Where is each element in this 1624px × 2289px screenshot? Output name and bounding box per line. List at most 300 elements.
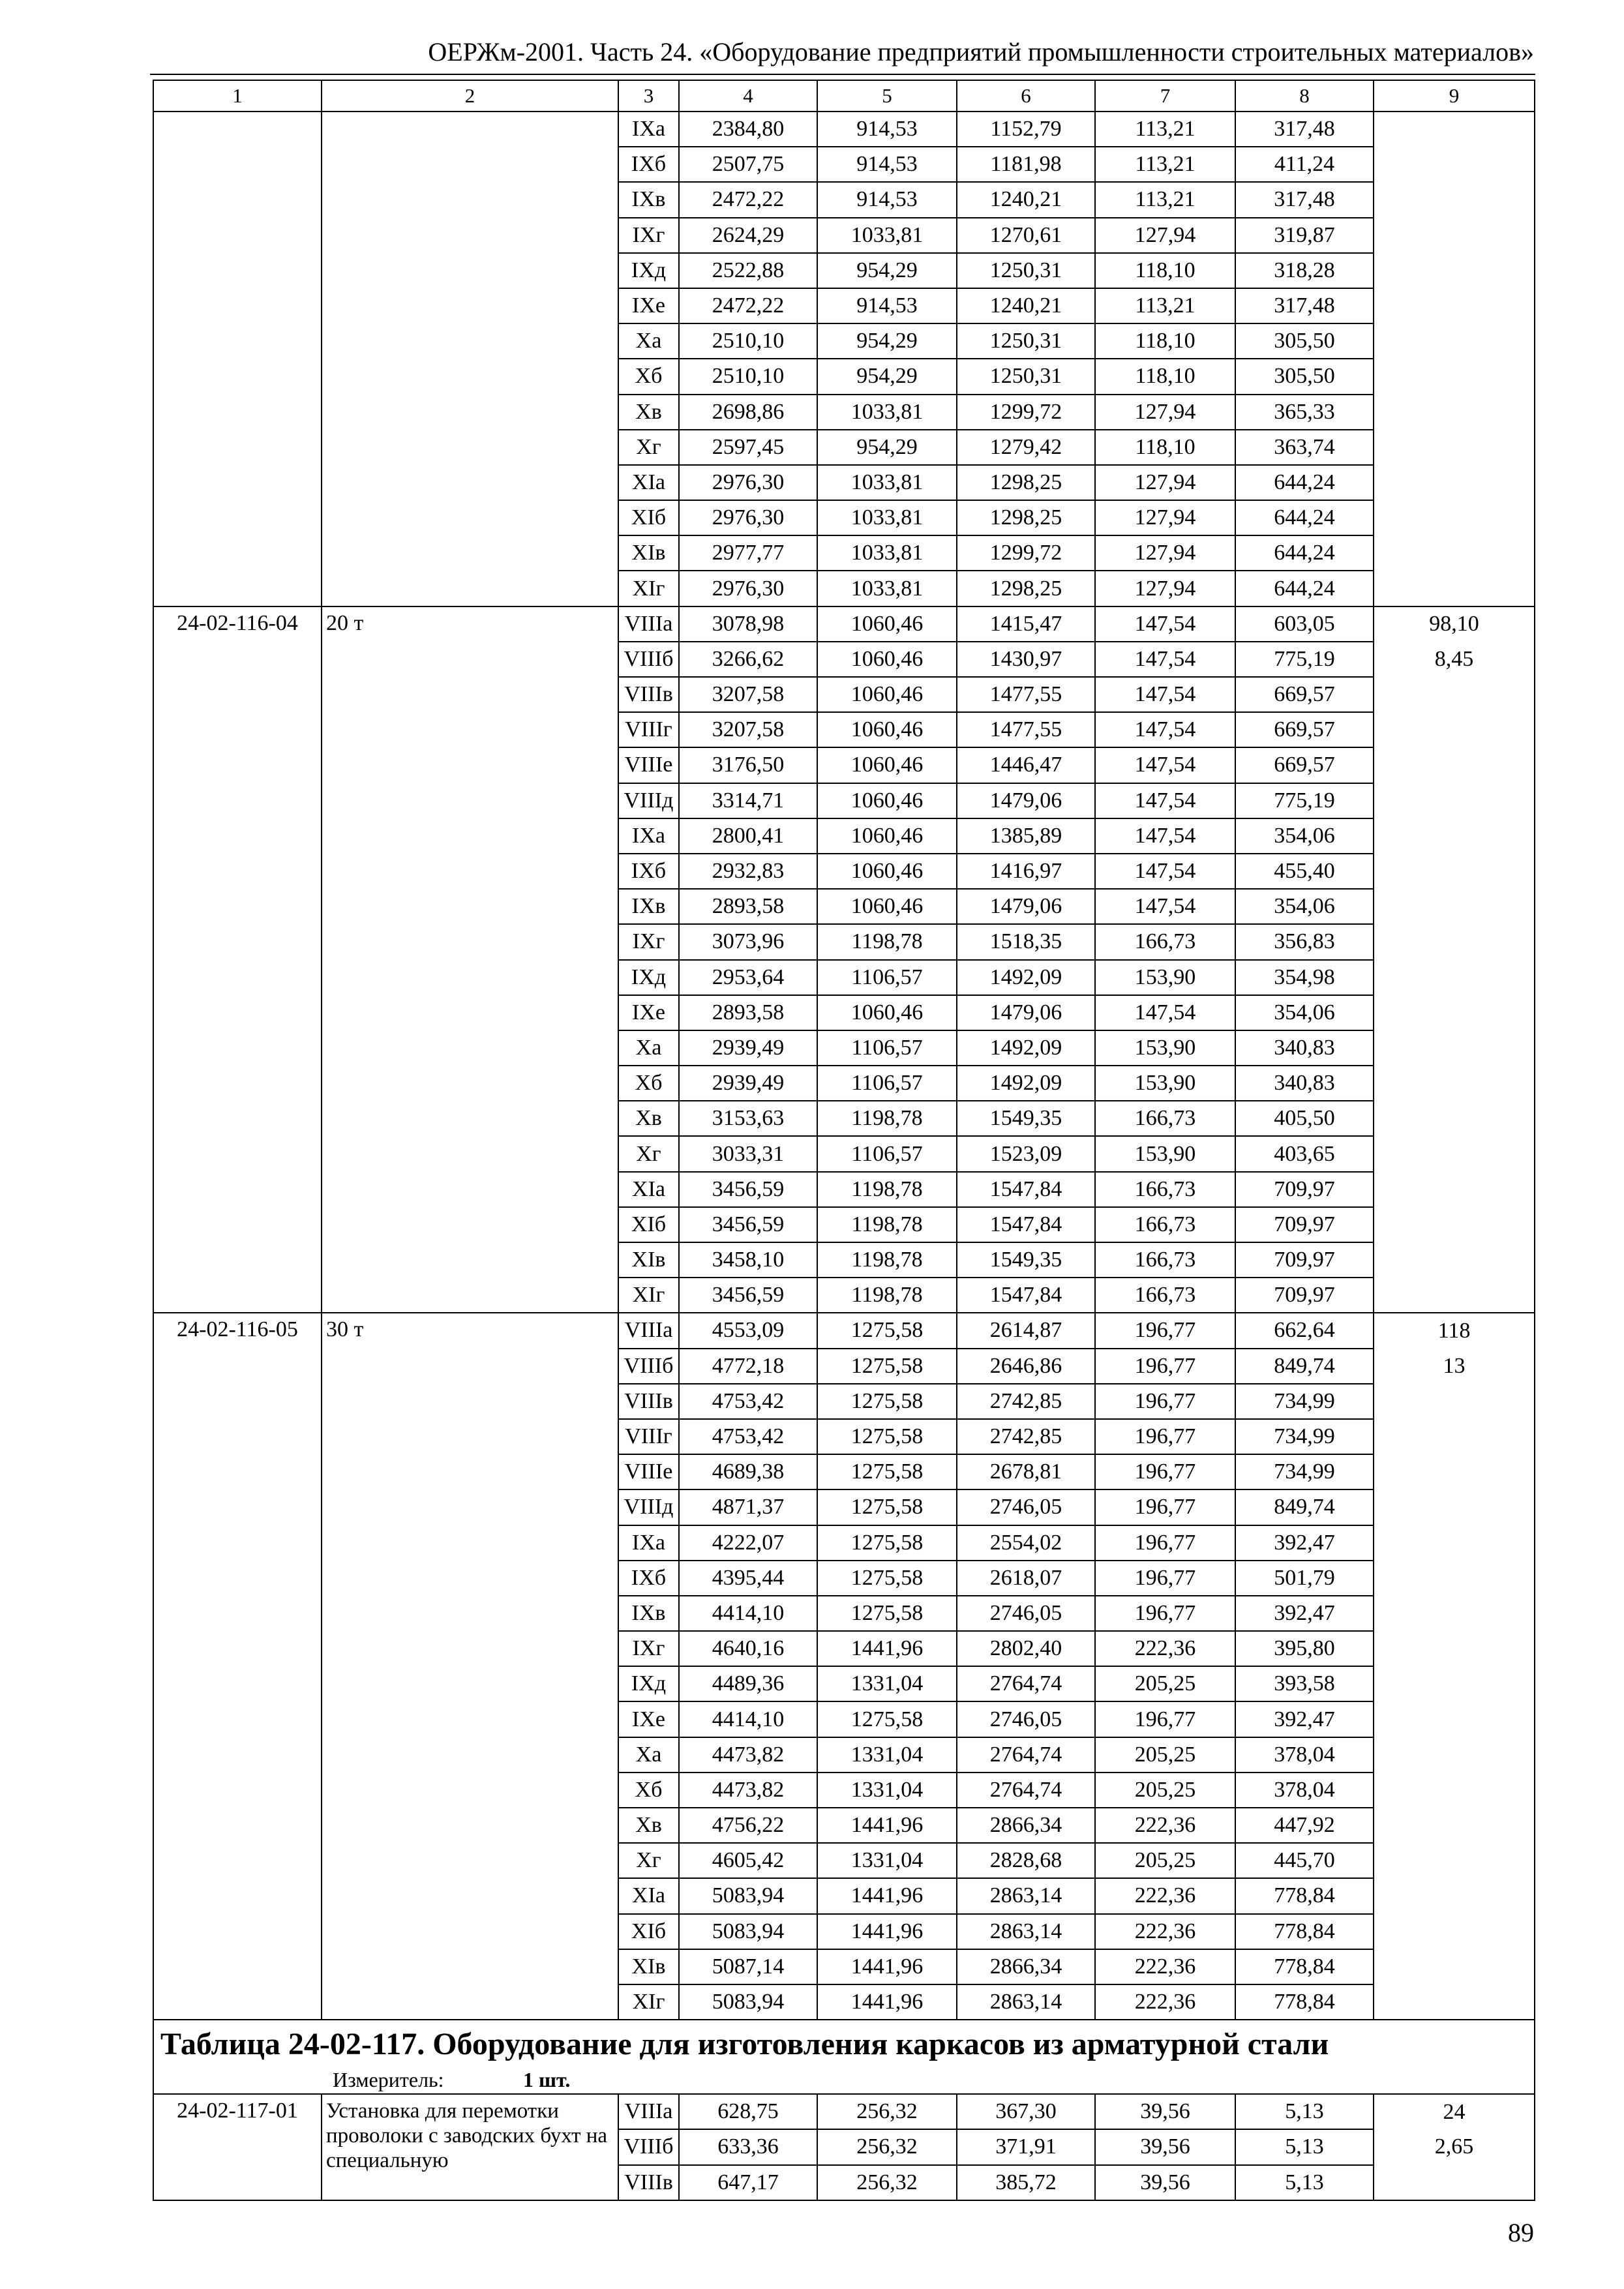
value-cell: 196,77 <box>1095 1349 1235 1384</box>
value-cell: 378,04 <box>1235 1737 1374 1773</box>
value-cell: 954,29 <box>817 430 957 465</box>
value-cell: 1033,81 <box>817 218 957 253</box>
value-cell: 118,10 <box>1095 323 1235 359</box>
value-cell: 1198,78 <box>817 1101 957 1136</box>
value-cell: 662,64 <box>1235 1313 1374 1348</box>
value-cell: 1275,58 <box>817 1561 957 1596</box>
value-cell: 256,32 <box>817 2129 957 2164</box>
extra-cell <box>1374 783 1535 818</box>
zone-cell: IXд <box>618 960 679 995</box>
extra-cell <box>1374 1843 1535 1878</box>
value-cell: 367,30 <box>957 2094 1095 2129</box>
value-cell: 2764,74 <box>957 1773 1095 1808</box>
value-cell: 354,06 <box>1235 995 1374 1030</box>
meter-value: 1 шт. <box>523 2068 571 2092</box>
value-cell: 147,54 <box>1095 642 1235 677</box>
value-cell: 4772,18 <box>679 1349 817 1384</box>
zone-cell: XIг <box>618 571 679 606</box>
extra-cell <box>1374 571 1535 606</box>
extra-cell <box>1374 924 1535 959</box>
value-cell: 954,29 <box>817 253 957 288</box>
value-cell: 1250,31 <box>957 359 1095 394</box>
value-cell: 395,80 <box>1235 1631 1374 1666</box>
value-cell: 39,56 <box>1095 2165 1235 2200</box>
zone-cell: IXа <box>618 1525 679 1561</box>
value-cell: 127,94 <box>1095 535 1235 571</box>
column-number: 3 <box>618 80 679 112</box>
zone-cell: VIIIб <box>618 1349 679 1384</box>
value-cell: 317,48 <box>1235 112 1374 147</box>
extra-cell <box>1374 960 1535 995</box>
value-cell: 1275,58 <box>817 1454 957 1489</box>
value-cell: 954,29 <box>817 323 957 359</box>
value-cell: 1033,81 <box>817 395 957 430</box>
zone-cell: VIIIв <box>618 1384 679 1419</box>
value-cell: 3456,59 <box>679 1172 817 1207</box>
value-cell: 1033,81 <box>817 571 957 606</box>
value-cell: 3073,96 <box>679 924 817 959</box>
value-cell: 153,90 <box>1095 1066 1235 1101</box>
extra-cell: 118 <box>1374 1313 1535 1348</box>
value-cell: 2507,75 <box>679 147 817 182</box>
zone-cell: XIа <box>618 465 679 500</box>
value-cell: 603,05 <box>1235 606 1374 642</box>
value-cell: 1106,57 <box>817 960 957 995</box>
extra-cell <box>1374 1561 1535 1596</box>
value-cell: 363,74 <box>1235 430 1374 465</box>
page-number: 89 <box>1508 2218 1534 2247</box>
value-cell: 1477,55 <box>957 677 1095 712</box>
value-cell: 317,48 <box>1235 182 1374 217</box>
zone-cell: XIб <box>618 1914 679 1949</box>
value-cell: 354,98 <box>1235 960 1374 995</box>
value-cell: 1060,46 <box>817 995 957 1030</box>
value-cell: 2742,85 <box>957 1384 1095 1419</box>
value-cell: 778,84 <box>1235 1914 1374 1949</box>
value-cell: 205,25 <box>1095 1773 1235 1808</box>
zone-cell: VIIIв <box>618 677 679 712</box>
zone-cell: IXе <box>618 995 679 1030</box>
column-number: 8 <box>1235 80 1374 112</box>
value-cell: 4489,36 <box>679 1666 817 1701</box>
value-cell: 118,10 <box>1095 253 1235 288</box>
value-cell: 4414,10 <box>679 1596 817 1631</box>
value-cell: 2646,86 <box>957 1349 1095 1384</box>
value-cell: 2866,34 <box>957 1949 1095 1984</box>
value-cell: 118,10 <box>1095 359 1235 394</box>
extra-cell <box>1374 359 1535 394</box>
value-cell: 1152,79 <box>957 112 1095 147</box>
value-cell: 1298,25 <box>957 500 1095 535</box>
extra-cell <box>1374 1914 1535 1949</box>
extra-cell <box>1374 1666 1535 1701</box>
zone-cell: IXг <box>618 218 679 253</box>
value-cell: 1250,31 <box>957 323 1095 359</box>
zone-cell: IXа <box>618 112 679 147</box>
table-title: Таблица 24-02-117. Оборудование для изготовления каркасов из арматурной стали <box>160 2027 1329 2062</box>
column-number-row <box>153 80 1535 112</box>
value-cell: 1198,78 <box>817 1207 957 1242</box>
value-cell: 166,73 <box>1095 924 1235 959</box>
extra-cell <box>1374 395 1535 430</box>
value-cell: 196,77 <box>1095 1561 1235 1596</box>
value-cell: 127,94 <box>1095 571 1235 606</box>
value-cell: 305,50 <box>1235 359 1374 394</box>
column-number: 9 <box>1374 80 1535 112</box>
value-cell: 3033,31 <box>679 1136 817 1171</box>
value-cell: 319,87 <box>1235 218 1374 253</box>
value-cell: 3078,98 <box>679 606 817 642</box>
extra-cell <box>1374 1878 1535 1913</box>
value-cell: 1299,72 <box>957 535 1095 571</box>
value-cell: 222,36 <box>1095 1808 1235 1843</box>
item-code <box>153 112 322 606</box>
value-cell: 1518,35 <box>957 924 1095 959</box>
zone-cell: Xг <box>618 1136 679 1171</box>
value-cell: 256,32 <box>817 2094 957 2129</box>
value-cell: 2597,45 <box>679 430 817 465</box>
extra-cell <box>1374 147 1535 182</box>
value-cell: 340,83 <box>1235 1030 1374 1066</box>
value-cell: 4553,09 <box>679 1313 817 1348</box>
value-cell: 147,54 <box>1095 747 1235 783</box>
value-cell: 1033,81 <box>817 535 957 571</box>
zone-cell: Xг <box>618 430 679 465</box>
value-cell: 5083,94 <box>679 1914 817 1949</box>
value-cell: 1275,58 <box>817 1596 957 1631</box>
value-cell: 1060,46 <box>817 677 957 712</box>
value-cell: 1331,04 <box>817 1773 957 1808</box>
value-cell: 1106,57 <box>817 1136 957 1171</box>
value-cell: 1299,72 <box>957 395 1095 430</box>
value-cell: 393,58 <box>1235 1666 1374 1701</box>
value-cell: 4689,38 <box>679 1454 817 1489</box>
value-cell: 3456,59 <box>679 1207 817 1242</box>
zone-cell: VIIIг <box>618 712 679 747</box>
value-cell: 4473,82 <box>679 1773 817 1808</box>
value-cell: 455,40 <box>1235 854 1374 889</box>
value-cell: 196,77 <box>1095 1525 1235 1561</box>
extra-cell <box>1374 712 1535 747</box>
value-cell: 4753,42 <box>679 1419 817 1454</box>
value-cell: 147,54 <box>1095 677 1235 712</box>
value-cell: 1549,35 <box>957 1101 1095 1136</box>
extra-cell: 24 <box>1374 2094 1535 2129</box>
extra-cell <box>1374 818 1535 854</box>
value-cell: 1547,84 <box>957 1278 1095 1313</box>
value-cell: 709,97 <box>1235 1278 1374 1313</box>
zone-cell: XIб <box>618 500 679 535</box>
zone-cell: IXв <box>618 182 679 217</box>
value-cell: 147,54 <box>1095 783 1235 818</box>
zone-cell: VIIIд <box>618 1489 679 1525</box>
value-cell: 709,97 <box>1235 1172 1374 1207</box>
value-cell: 2800,41 <box>679 818 817 854</box>
value-cell: 2977,77 <box>679 535 817 571</box>
extra-cell <box>1374 1808 1535 1843</box>
value-cell: 1279,42 <box>957 430 1095 465</box>
zone-cell: VIIIд <box>618 783 679 818</box>
value-cell: 669,57 <box>1235 712 1374 747</box>
column-number: 7 <box>1095 80 1235 112</box>
value-cell: 392,47 <box>1235 1525 1374 1561</box>
value-cell: 1060,46 <box>817 606 957 642</box>
item-code: 24-02-116-04 <box>153 606 322 1313</box>
zone-cell: VIIIв <box>618 2165 679 2200</box>
value-cell: 5083,94 <box>679 1878 817 1913</box>
value-cell: 1033,81 <box>817 500 957 535</box>
value-cell: 914,53 <box>817 182 957 217</box>
value-cell: 1441,96 <box>817 1808 957 1843</box>
value-cell: 1477,55 <box>957 712 1095 747</box>
value-cell: 222,36 <box>1095 1949 1235 1984</box>
item-code: 24-02-116-05 <box>153 1313 322 2020</box>
value-cell: 734,99 <box>1235 1419 1374 1454</box>
value-cell: 392,47 <box>1235 1701 1374 1737</box>
table-row <box>153 606 1535 642</box>
value-cell: 2866,34 <box>957 1808 1095 1843</box>
extra-cell <box>1374 288 1535 323</box>
value-cell: 709,97 <box>1235 1207 1374 1242</box>
value-cell: 734,99 <box>1235 1454 1374 1489</box>
extra-cell <box>1374 854 1535 889</box>
extra-cell <box>1374 1172 1535 1207</box>
zone-cell: XIв <box>618 535 679 571</box>
value-cell: 1441,96 <box>817 1984 957 2020</box>
value-cell: 1523,09 <box>957 1136 1095 1171</box>
extra-cell <box>1374 747 1535 783</box>
value-cell: 392,47 <box>1235 1596 1374 1631</box>
extra-cell <box>1374 500 1535 535</box>
zone-cell: IXе <box>618 288 679 323</box>
value-cell: 1430,97 <box>957 642 1095 677</box>
value-cell: 1060,46 <box>817 783 957 818</box>
value-cell: 1270,61 <box>957 218 1095 253</box>
value-cell: 2746,05 <box>957 1596 1095 1631</box>
value-cell: 1240,21 <box>957 288 1095 323</box>
extra-cell: 98,10 <box>1374 606 1535 642</box>
value-cell: 1275,58 <box>817 1349 957 1384</box>
extra-cell <box>1374 995 1535 1030</box>
value-cell: 1385,89 <box>957 818 1095 854</box>
value-cell: 147,54 <box>1095 995 1235 1030</box>
item-description: 20 т <box>322 606 618 1313</box>
value-cell: 1275,58 <box>817 1701 957 1737</box>
value-cell: 4756,22 <box>679 1808 817 1843</box>
value-cell: 1441,96 <box>817 1949 957 1984</box>
value-cell: 1549,35 <box>957 1242 1095 1278</box>
value-cell: 5,13 <box>1235 2129 1374 2164</box>
zone-cell: VIIIб <box>618 642 679 677</box>
extra-cell: 8,45 <box>1374 642 1535 677</box>
table-row <box>153 1313 1535 1348</box>
value-cell: 5,13 <box>1235 2165 1374 2200</box>
value-cell: 4605,42 <box>679 1843 817 1878</box>
value-cell: 1479,06 <box>957 783 1095 818</box>
value-cell: 1240,21 <box>957 182 1095 217</box>
extra-cell <box>1374 182 1535 217</box>
value-cell: 113,21 <box>1095 288 1235 323</box>
value-cell: 3207,58 <box>679 712 817 747</box>
value-cell: 1033,81 <box>817 465 957 500</box>
value-cell: 1275,58 <box>817 1489 957 1525</box>
value-cell: 196,77 <box>1095 1313 1235 1348</box>
zone-cell: XIв <box>618 1242 679 1278</box>
extra-cell <box>1374 1525 1535 1561</box>
value-cell: 153,90 <box>1095 960 1235 995</box>
value-cell: 147,54 <box>1095 712 1235 747</box>
value-cell: 2522,88 <box>679 253 817 288</box>
value-cell: 1250,31 <box>957 253 1095 288</box>
value-cell: 5,13 <box>1235 2094 1374 2129</box>
extra-cell <box>1374 1419 1535 1454</box>
value-cell: 1479,06 <box>957 995 1095 1030</box>
value-cell: 3456,59 <box>679 1278 817 1313</box>
value-cell: 775,19 <box>1235 642 1374 677</box>
value-cell: 4473,82 <box>679 1737 817 1773</box>
value-cell: 147,54 <box>1095 889 1235 924</box>
value-cell: 2976,30 <box>679 465 817 500</box>
value-cell: 166,73 <box>1095 1101 1235 1136</box>
value-cell: 647,17 <box>679 2165 817 2200</box>
zone-cell: VIIIг <box>618 1419 679 1454</box>
value-cell: 205,25 <box>1095 1843 1235 1878</box>
value-cell: 1331,04 <box>817 1843 957 1878</box>
extra-cell <box>1374 1242 1535 1278</box>
value-cell: 2893,58 <box>679 995 817 1030</box>
value-cell: 196,77 <box>1095 1419 1235 1454</box>
value-cell: 1298,25 <box>957 465 1095 500</box>
value-cell: 633,36 <box>679 2129 817 2164</box>
value-cell: 166,73 <box>1095 1242 1235 1278</box>
value-cell: 127,94 <box>1095 465 1235 500</box>
value-cell: 1060,46 <box>817 712 957 747</box>
value-cell: 127,94 <box>1095 395 1235 430</box>
table-row <box>153 112 1535 147</box>
value-cell: 5087,14 <box>679 1949 817 1984</box>
table-117-title-row <box>153 2020 1535 2094</box>
value-cell: 2618,07 <box>957 1561 1095 1596</box>
zone-cell: VIIIа <box>618 1313 679 1348</box>
value-cell: 2863,14 <box>957 1878 1095 1913</box>
header-rule <box>150 74 1535 75</box>
value-cell: 778,84 <box>1235 1878 1374 1913</box>
value-cell: 256,32 <box>817 2165 957 2200</box>
value-cell: 914,53 <box>817 147 957 182</box>
value-cell: 1331,04 <box>817 1737 957 1773</box>
value-cell: 1547,84 <box>957 1172 1095 1207</box>
zone-cell: VIIIе <box>618 747 679 783</box>
value-cell: 1547,84 <box>957 1207 1095 1242</box>
value-cell: 2953,64 <box>679 960 817 995</box>
zone-cell: IXб <box>618 854 679 889</box>
value-cell: 778,84 <box>1235 1984 1374 2020</box>
value-cell: 147,54 <box>1095 818 1235 854</box>
extra-cell <box>1374 1984 1535 2020</box>
column-number: 6 <box>957 80 1095 112</box>
value-cell: 222,36 <box>1095 1878 1235 1913</box>
value-cell: 644,24 <box>1235 465 1374 500</box>
value-cell: 2614,87 <box>957 1313 1095 1348</box>
value-cell: 2472,22 <box>679 288 817 323</box>
value-cell: 1492,09 <box>957 1066 1095 1101</box>
extra-cell <box>1374 677 1535 712</box>
zone-cell: Xб <box>618 359 679 394</box>
zone-cell: Xа <box>618 323 679 359</box>
value-cell: 445,70 <box>1235 1843 1374 1878</box>
meter-label: Измеритель: <box>333 2068 444 2092</box>
value-cell: 2764,74 <box>957 1737 1095 1773</box>
zone-cell: VIIIа <box>618 2094 679 2129</box>
price-table <box>153 80 1535 2201</box>
value-cell: 3207,58 <box>679 677 817 712</box>
column-number: 2 <box>322 80 618 112</box>
zone-cell: XIб <box>618 1207 679 1242</box>
zone-cell: Xг <box>618 1843 679 1878</box>
extra-cell <box>1374 2165 1535 2200</box>
value-cell: 113,21 <box>1095 112 1235 147</box>
extra-cell <box>1374 889 1535 924</box>
running-header: ОЕРЖм-2001. Часть 24. «Оборудование предприятий промышленности строительных материалов» <box>428 37 1534 67</box>
value-cell: 318,28 <box>1235 253 1374 288</box>
value-cell: 669,57 <box>1235 677 1374 712</box>
extra-cell <box>1374 1136 1535 1171</box>
value-cell: 385,72 <box>957 2165 1095 2200</box>
value-cell: 205,25 <box>1095 1666 1235 1701</box>
value-cell: 2624,29 <box>679 218 817 253</box>
value-cell: 2746,05 <box>957 1701 1095 1737</box>
value-cell: 3153,63 <box>679 1101 817 1136</box>
value-cell: 3176,50 <box>679 747 817 783</box>
extra-cell <box>1374 1631 1535 1666</box>
value-cell: 1275,58 <box>817 1525 957 1561</box>
value-cell: 222,36 <box>1095 1631 1235 1666</box>
zone-cell: XIв <box>618 1949 679 1984</box>
extra-cell <box>1374 253 1535 288</box>
value-cell: 447,92 <box>1235 1808 1374 1843</box>
value-cell: 354,06 <box>1235 889 1374 924</box>
value-cell: 2802,40 <box>957 1631 1095 1666</box>
value-cell: 113,21 <box>1095 182 1235 217</box>
value-cell: 1441,96 <box>817 1878 957 1913</box>
meter-line <box>160 2069 1527 2090</box>
value-cell: 378,04 <box>1235 1773 1374 1808</box>
value-cell: 4871,37 <box>679 1489 817 1525</box>
value-cell: 39,56 <box>1095 2094 1235 2129</box>
zone-cell: IXе <box>618 1701 679 1737</box>
value-cell: 1198,78 <box>817 1242 957 1278</box>
zone-cell: IXд <box>618 253 679 288</box>
value-cell: 1106,57 <box>817 1030 957 1066</box>
value-cell: 2976,30 <box>679 500 817 535</box>
value-cell: 4414,10 <box>679 1701 817 1737</box>
item-description: 30 т <box>322 1313 618 2020</box>
value-cell: 3458,10 <box>679 1242 817 1278</box>
extra-cell <box>1374 430 1535 465</box>
zone-cell: Xв <box>618 395 679 430</box>
value-cell: 1198,78 <box>817 924 957 959</box>
value-cell: 954,29 <box>817 359 957 394</box>
extra-cell: 2,65 <box>1374 2129 1535 2164</box>
zone-cell: IXг <box>618 1631 679 1666</box>
value-cell: 628,75 <box>679 2094 817 2129</box>
extra-cell <box>1374 1030 1535 1066</box>
value-cell: 1060,46 <box>817 747 957 783</box>
zone-cell: Xб <box>618 1066 679 1101</box>
value-cell: 5083,94 <box>679 1984 817 2020</box>
extra-cell <box>1374 112 1535 147</box>
value-cell: 3266,62 <box>679 642 817 677</box>
